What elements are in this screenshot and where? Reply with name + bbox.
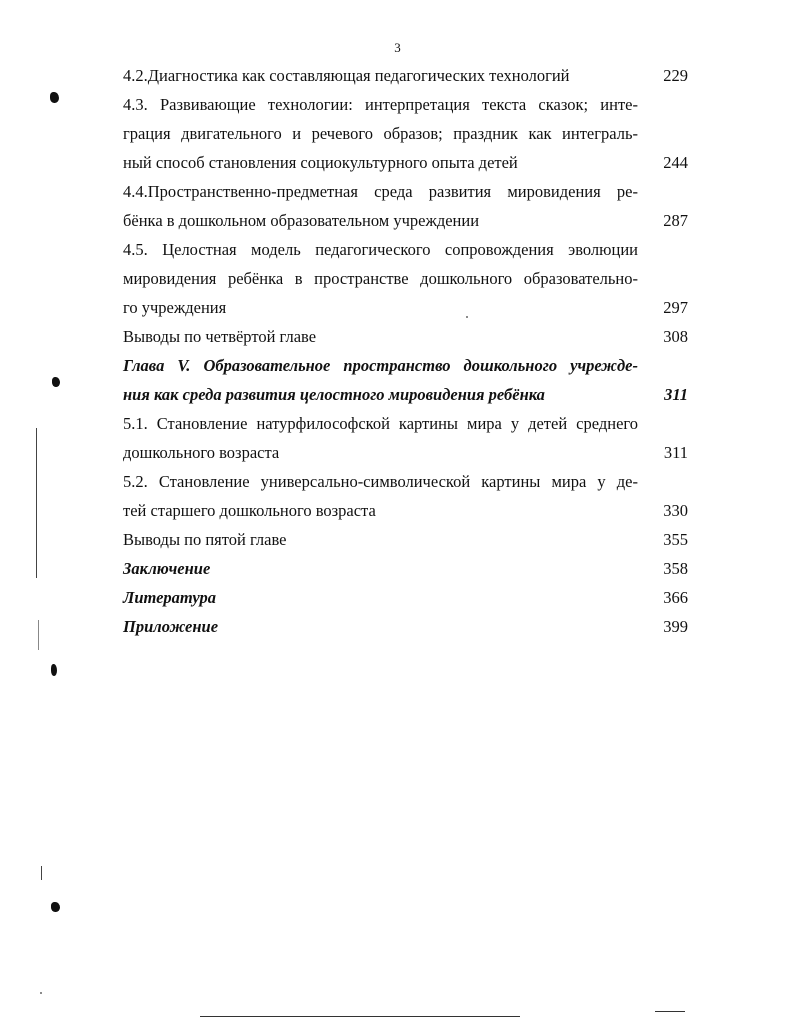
scan-artifact-mark	[51, 902, 60, 912]
toc-entry	[123, 90, 688, 177]
toc-page-number: 308	[663, 327, 688, 346]
toc-entry	[123, 525, 688, 554]
toc-page-number: 244	[663, 153, 688, 172]
table-of-contents	[123, 61, 688, 641]
toc-page-number: 330	[663, 501, 688, 520]
toc-entry-text: ния как среда развития целостного мировидения ребёнка	[123, 385, 545, 404]
scan-artifact-mark	[51, 664, 57, 676]
scan-artifact-line	[200, 1016, 520, 1017]
scan-artifact-line	[36, 428, 37, 578]
toc-entry-text: Выводы по четвёртой главе	[123, 327, 317, 346]
scan-artifact-mark	[50, 92, 59, 103]
scan-artifact-dot	[40, 992, 42, 994]
scan-artifact-line	[41, 866, 42, 880]
toc-page-number: 366	[663, 588, 688, 607]
toc-page-number: 297	[663, 298, 688, 317]
toc-chapter-entry	[123, 583, 688, 612]
toc-page-number: 358	[663, 559, 688, 578]
toc-entry-text: 4.2.Диагностика как составляющая педагогических технологий	[123, 66, 570, 85]
toc-entry	[123, 467, 688, 525]
scan-artifact-line	[38, 620, 39, 650]
toc-entry-text: 5.2. Становление универсально-символической картины мира у де-	[123, 472, 638, 491]
toc-entry-text: тей старшего дошкольного возраста	[123, 501, 376, 520]
toc-page-number: 229	[663, 66, 688, 85]
toc-entry	[123, 322, 688, 351]
toc-entry	[123, 235, 688, 322]
toc-entry-text: 4.3. Развивающие технологии: интерпретация текста сказок; инте-	[123, 95, 638, 114]
toc-entry-text: 4.5. Целостная модель педагогического сопровождения эволюции	[123, 240, 638, 259]
toc-entry-text: Приложение	[123, 617, 219, 636]
toc-page-number: 355	[663, 530, 688, 549]
toc-page-number: 399	[663, 617, 688, 636]
toc-entry-text: бёнка в дошкольном образовательном учреждении	[123, 211, 480, 230]
toc-entry-text: 4.4.Пространственно-предметная среда развития мировидения ре-	[123, 182, 638, 201]
toc-chapter-entry	[123, 612, 688, 641]
toc-entry-text: Выводы по пятой главе	[123, 530, 287, 549]
toc-page-number: 311	[663, 443, 688, 462]
scan-artifact-mark	[52, 377, 60, 387]
toc-entry-text: грация двигательного и речевого образов; праздник как интеграль-	[123, 124, 638, 143]
toc-chapter-entry	[123, 351, 688, 409]
toc-entry	[123, 61, 688, 90]
toc-entry-text: ный способ становления социокультурного опыта детей	[123, 153, 518, 172]
toc-entry-text: 5.1. Становление натурфилософской картины мира у детей среднего	[123, 414, 638, 433]
scan-artifact-line	[655, 1011, 685, 1012]
toc-entry-text: Заключение	[123, 559, 211, 578]
toc-entry-text: го учреждения	[123, 298, 227, 317]
toc-page-number: 287	[663, 211, 688, 230]
toc-entry-text: Литература	[123, 588, 216, 607]
toc-entry-text: мировидения ребёнка в пространстве дошкольного образовательно-	[123, 269, 638, 288]
page-number: 3	[394, 40, 401, 55]
toc-chapter-entry	[123, 554, 688, 583]
toc-entry-text: дошкольного возраста	[123, 443, 280, 462]
toc-entry-text: Глава V. Образовательное пространство дошкольного учрежде-	[123, 356, 638, 375]
toc-entry	[123, 409, 688, 467]
toc-entry	[123, 177, 688, 235]
toc-page-number: 311	[664, 385, 688, 404]
